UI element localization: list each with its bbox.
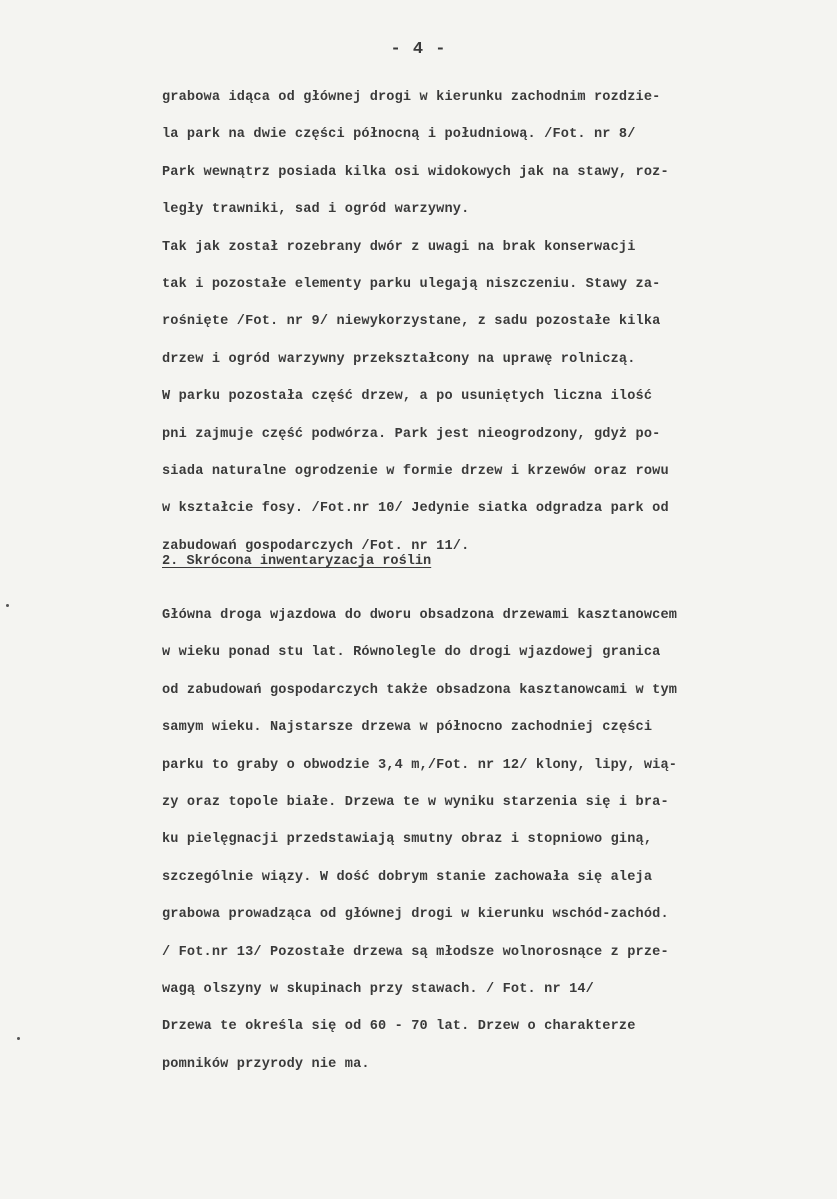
text-line: Park wewnątrz posiada kilka osi widokowych jak na stawy, roz-: [162, 164, 669, 180]
text-line: Drzewa te określa się od 60 - 70 lat. Drzew o charakterze: [162, 1019, 636, 1035]
text-line: pni zajmuje część podwórza. Park jest nieogrodzony, gdyż po-: [162, 426, 661, 442]
text-line: / Fot.nr 13/ Pozostałe drzewa są młodsze wolnorosnące z prze-: [162, 944, 669, 960]
text-line: legły trawniki, sad i ogród warzywny.: [162, 202, 470, 218]
margin-mark: [17, 1037, 20, 1040]
text-line: drzew i ogród warzywny przekształcony na uprawę rolniczą.: [162, 351, 636, 367]
text-line: zabudowań gospodarczych /Fot. nr 11/.: [162, 538, 470, 554]
text-line: wagą olszyny w skupinach przy stawach. / Fot. nr 14/: [162, 981, 594, 997]
section-heading: 2. Skrócona inwentaryzacja roślin: [162, 554, 432, 569]
text-line: szczególnie wiązy. W dość dobrym stanie zachowała się aleja: [162, 869, 653, 885]
text-line: pomników przyrody nie ma.: [162, 1056, 370, 1072]
paragraph-park-description: [162, 79, 812, 565]
text-line: samym wieku. Najstarsze drzewa w północno zachodniej części: [162, 720, 653, 736]
text-line: grabowa idąca od głównej drogi w kierunku zachodnim rozdzie-: [162, 90, 661, 105]
text-line: w wieku ponad stu lat. Równolegle do drogi wjazdowej granica: [162, 645, 661, 661]
text-line: Główna droga wjazdowa do dworu obsadzona drzewami kasztanowcem: [162, 608, 678, 623]
text-line: od zabudowań gospodarczych także obsadzona kasztanowcami w tym: [162, 682, 678, 698]
text-line: parku to graby o obwodzie 3,4 m,/Fot. nr 12/ klony, lipy, wią-: [162, 757, 678, 773]
text-line: w kształcie fosy. /Fot.nr 10/ Jedynie siatka odgradza park od: [162, 501, 669, 517]
paragraph-plant-inventory: [162, 597, 812, 1083]
text-line: la park na dwie części północną i południową. /Fot. nr 8/: [162, 127, 636, 143]
page-number: - 4 -: [390, 40, 447, 59]
text-line: Tak jak został rozebrany dwór z uwagi na brak konserwacji: [162, 239, 636, 255]
text-line: ku pielęgnacji przedstawiają smutny obraz i stopniowo giną,: [162, 832, 653, 848]
text-line: rośnięte /Fot. nr 9/ niewykorzystane, z sadu pozostałe kilka: [162, 314, 661, 330]
text-line: zy oraz topole białe. Drzewa te w wyniku starzenia się i bra-: [162, 794, 669, 810]
text-line: siada naturalne ogrodzenie w formie drzew i krzewów oraz rowu: [162, 463, 669, 479]
text-line: W parku pozostała część drzew, a po usuniętych liczna ilość: [162, 389, 653, 405]
text-line: grabowa prowadząca od głównej drogi w kierunku wschód-zachód.: [162, 907, 669, 923]
text-line: tak i pozostałe elementy parku ulegają niszczeniu. Stawy za-: [162, 276, 661, 292]
margin-mark: [6, 604, 9, 607]
